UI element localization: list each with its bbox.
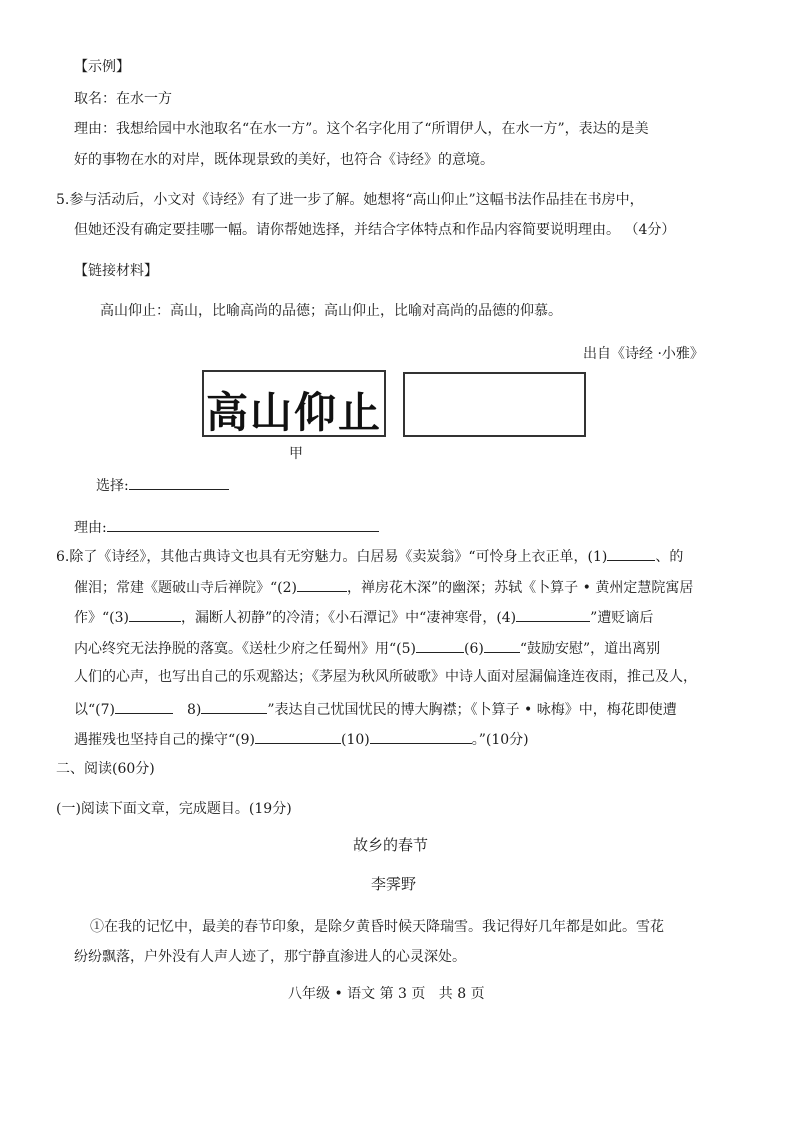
example-name: 取名：在水一方 — [74, 91, 172, 107]
blank-5[interactable] — [416, 638, 464, 653]
q6-line-6 — [74, 699, 677, 719]
q6-text: 以“(7) — [74, 702, 115, 718]
blank-6[interactable] — [484, 638, 520, 653]
example-reason-2: 好的事物在水的对岸，既体现景致的美好，也符合《诗经》的意境。 — [74, 152, 494, 168]
reason-row — [74, 517, 379, 537]
q6-text: 内心终究无法挣脱的落寞。《送杜少府之任蜀州》用“(5) — [74, 641, 416, 657]
q6-line-1 — [56, 546, 683, 566]
label-jia: 甲 — [289, 446, 303, 462]
choose-row — [96, 475, 229, 495]
article-title: 故乡的春节 — [353, 836, 429, 854]
blank-3[interactable] — [129, 607, 181, 622]
blank-4[interactable] — [516, 607, 590, 622]
section-reading-title: 二、阅读(60分) — [56, 761, 155, 777]
link-material-header: 【链接材料】 — [74, 263, 158, 279]
q6-text: “鼓励安慰”，道出离别 — [519, 641, 661, 657]
example-reason-1: 理由：我想给园中水池取名“在水一方”。这个名字化用了“所谓伊人，在水一方”，表达的是美 — [74, 121, 649, 137]
q6-text: 。”(10分) — [471, 732, 529, 748]
blank-8[interactable] — [201, 699, 267, 714]
reason-answer-blank[interactable] — [107, 517, 379, 532]
q6-text: (6) — [464, 641, 484, 657]
q6-text: 8) — [187, 702, 202, 718]
blank-7[interactable] — [115, 699, 173, 714]
link-material-text: 高山仰止：高山，比喻高尚的品德；高山仰止，比喻对高尚的品德的仰慕。 — [100, 303, 562, 319]
q6-text: 6.除了《诗经》，其他古典诗文也具有无穷魅力。白居易《卖炭翁》“可怜身上衣正单，(1) — [56, 549, 608, 565]
article-paragraph-1-line-1: ①在我的记忆中，最美的春节印象，是除夕黄昏时候天降瑞雪。我记得好几年都是如此。雪花 — [90, 919, 664, 935]
choose-answer-blank[interactable] — [129, 475, 229, 490]
blank-9[interactable] — [255, 729, 341, 744]
q6-text: ，漏断人初静”的冷清；《小石潭记》中“凄神寒骨，(4) — [181, 610, 517, 626]
q6-text: ”表达自己忧国忧民的博大胸襟；《卜算子 • 咏梅》中，梅花即使遭 — [267, 702, 677, 718]
reason-label: 理由: — [74, 520, 107, 536]
blank-1[interactable] — [607, 546, 655, 561]
choose-label: 选择: — [96, 478, 129, 494]
q6-text: 作》“(3) — [74, 610, 129, 626]
blank-10[interactable] — [370, 729, 472, 744]
q6-text: (10) — [341, 732, 370, 748]
q6-line-2 — [74, 577, 693, 597]
example-header: 【示例】 — [74, 59, 130, 75]
q5-line-2: 但她还没有确定要挂哪一幅。请你帮她选择，并结合字体特点和作品内容简要说明理由。 （4分） — [74, 222, 676, 238]
q6-text: 、的 — [655, 549, 684, 565]
calligraphy-jia — [202, 370, 386, 437]
q6-text: ，禅房花木深”的幽深；苏轼《卜算子 • 黄州定慧院寓居 — [347, 580, 694, 596]
article-author: 李霁野 — [371, 875, 417, 893]
article-paragraph-1-line-2: 纷纷飘落，户外没有人声人迹了，那宁静直渗进人的心灵深处。 — [74, 949, 466, 965]
q5-line-1: 5.参与活动后，小文对《诗经》有了进一步了解。她想将“高山仰止”这幅书法作品挂在书房中， — [56, 192, 644, 208]
q6-line-3 — [74, 607, 653, 627]
blank-2[interactable] — [297, 577, 347, 592]
calligraphy-text: 高山仰止 — [205, 388, 382, 437]
q6-line-5: 人们的心声，也写出自己的乐观豁达；《茅屋为秋风所破歌》中诗人面对屋漏偏逢连夜雨，推己及人， — [74, 669, 697, 685]
q6-line-4 — [74, 638, 660, 658]
calligraphy-yi-blank — [403, 372, 586, 437]
q6-text: ”遭贬谪后 — [590, 610, 654, 626]
page-footer: 八年级 • 语文 第 3 页 共 8 页 — [288, 986, 485, 1002]
q6-text: 遇摧残也坚持自己的操守“(9) — [74, 732, 255, 748]
q6-line-7 — [74, 729, 529, 749]
q6-text: 催泪；常建《题破山寺后禅院》“(2) — [74, 580, 297, 596]
material-source: 出自《诗经 ·小雅》 — [583, 346, 704, 362]
reading-subsection: (一)阅读下面文章，完成题目。(19分) — [56, 801, 292, 817]
